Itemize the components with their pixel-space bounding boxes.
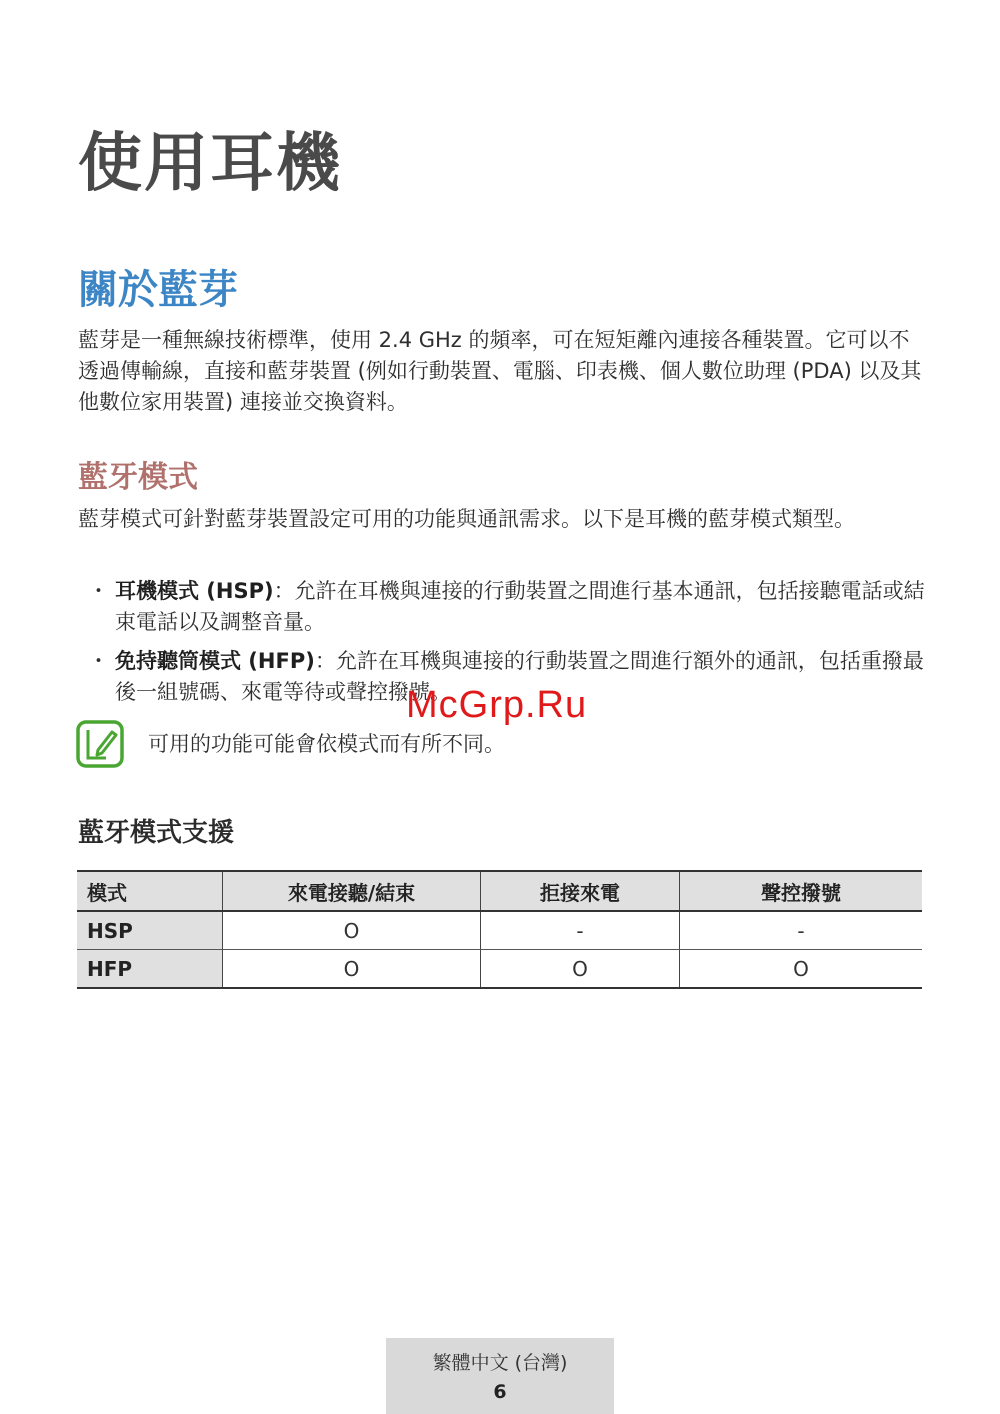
table-row	[77, 911, 922, 950]
column-header-reject: 拒接來電	[481, 871, 680, 911]
modes-description: 藍芽模式可針對藍芽裝置設定可用的功能與通訊需求。以下是耳機的藍芽模式類型。	[78, 507, 855, 531]
column-header-voice-dial: 聲控撥號	[680, 871, 923, 911]
page-footer	[386, 1338, 614, 1414]
intro-paragraph: 藍芽是一種無線技術標準，使用 2.4 GHz 的頻率，可在短矩離內連接各種裝置。它可以不透過傳輸線，直接和藍芽裝置 (例如行動裝置、電腦、印表機、個人數位助理 (PDA) 以及其他數位家用裝置) 連接並交換資料。	[78, 328, 922, 414]
table-header-row	[77, 871, 922, 911]
subheading-bluetooth-modes: 藍牙模式	[78, 460, 198, 495]
table-title: 藍牙模式支援	[78, 818, 235, 848]
page-number: 6	[493, 1381, 507, 1403]
note-text: 可用的功能可能會依模式而有所不同。	[148, 732, 505, 756]
bullet-text: ：允許在耳機與連接的行動裝置之間進行基本通訊，包括接聽電話或結束電話以及調整音量。	[115, 579, 925, 634]
bullet-marker: ・	[88, 649, 109, 673]
table-cell: O	[481, 950, 680, 989]
watermark: McGrp.Ru	[406, 684, 588, 726]
page-title: 使用耳機	[78, 127, 342, 201]
modes-support-table	[77, 870, 922, 989]
column-header-answer-end: 來電接聽/結束	[223, 871, 481, 911]
footer-language: 繁體中文 (台灣)	[432, 1352, 568, 1374]
bullet-term: 免持聽筒模式 (HFP)	[115, 649, 315, 673]
table-cell-mode: HFP	[77, 950, 223, 989]
table-cell: O	[223, 950, 481, 989]
bullet-marker: ・	[88, 579, 109, 603]
list-item	[78, 576, 928, 638]
table-cell: O	[680, 950, 923, 989]
section-heading-bluetooth: 關於藍芽	[78, 267, 238, 313]
table-cell: -	[481, 911, 680, 950]
table-cell: -	[680, 911, 923, 950]
table-row	[77, 950, 922, 989]
column-header-mode: 模式	[77, 871, 223, 911]
note-box	[76, 720, 936, 770]
bullet-term: 耳機模式 (HSP)	[115, 579, 274, 603]
pencil-note-icon	[76, 720, 124, 768]
table-cell-mode: HSP	[77, 911, 223, 950]
bullet-text: ：允許在耳機與連接的行動裝置之間進行額外的通訊，包括重撥最後一組號碼、來電等待或聲控撥號。	[115, 649, 924, 704]
table-cell: O	[223, 911, 481, 950]
